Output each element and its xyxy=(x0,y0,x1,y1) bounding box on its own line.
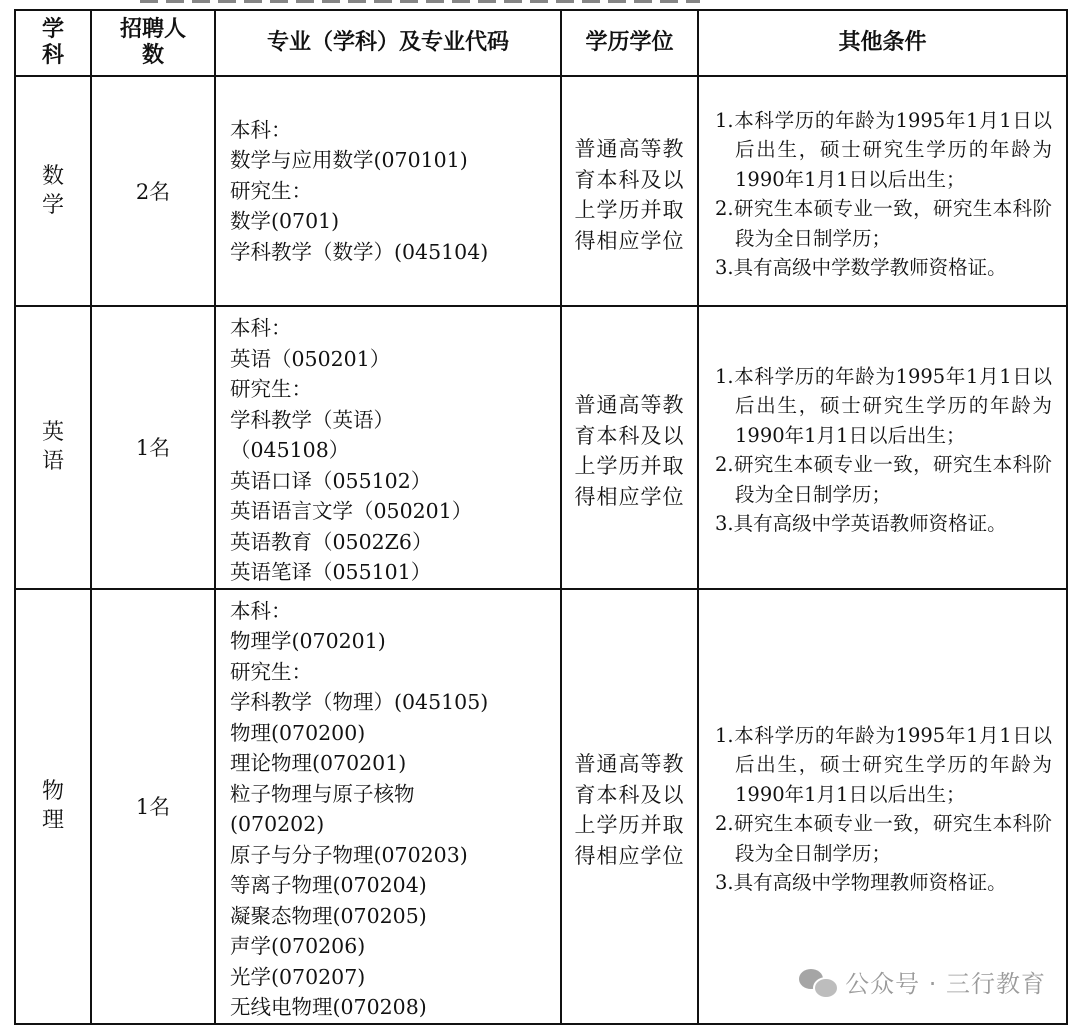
major-line: 学科教学（数学）(045104) xyxy=(230,239,489,264)
condition-item: 1.本科学历的年龄为1995年1月1日以后出生，硕士研究生学历的年龄为1990年1月1日以后出生； xyxy=(715,108,1052,191)
major-line: 研究生： xyxy=(230,377,312,401)
major-line: 声学(070206) xyxy=(230,934,366,958)
major-line: 数学与应用数学(070101) xyxy=(230,148,468,173)
major-line: 英语教育（0502Z6） xyxy=(230,529,433,554)
header-subject: 学科 xyxy=(15,10,91,76)
condition-item: 3.具有高级中学物理教师资格证。 xyxy=(715,871,1007,894)
major-line: 英语笔译（055101） xyxy=(230,560,432,584)
recruitment-table xyxy=(14,9,1068,1025)
major-line: 光学(070207) xyxy=(230,964,366,989)
condition-item: 2.研究生本硕专业一致，研究生本科阶段为全日制学历； xyxy=(715,812,1052,865)
table-row xyxy=(15,306,1067,589)
condition-item: 3.具有高级中学英语教师资格证。 xyxy=(715,512,1007,536)
major-line: 原子与分子物理(070203) xyxy=(230,842,468,867)
degree-cell: 普通高等教育本科及以上学历并取得相应学位 xyxy=(561,76,698,306)
major-line: 英语口译（055102） xyxy=(230,468,432,493)
major-line: 本科： xyxy=(230,316,292,340)
table-header-row xyxy=(15,10,1067,76)
header-major: 专业（学科）及专业代码 xyxy=(215,10,561,76)
count-cell: 2名 xyxy=(91,76,215,306)
conditions-cell xyxy=(698,306,1067,589)
subject-cell: 数学 xyxy=(15,76,91,306)
major-line: 物理(070200) xyxy=(230,720,366,745)
major-line: 英语（050201） xyxy=(230,346,391,371)
major-line: (070202) xyxy=(230,812,325,836)
major-line: 凝聚态物理(070205) xyxy=(230,903,427,928)
major-cell xyxy=(215,589,561,1024)
major-line: 学科教学（物理）(045105) xyxy=(230,690,489,714)
major-line: 等离子物理(070204) xyxy=(230,873,427,897)
condition-item: 1.本科学历的年龄为1995年1月1日以后出生，硕士研究生学历的年龄为1990年1月1日以后出生； xyxy=(715,364,1052,447)
degree-cell: 普通高等教育本科及以上学历并取得相应学位 xyxy=(561,306,698,589)
cropped-text-strip xyxy=(140,0,700,3)
watermark xyxy=(799,964,1046,999)
major-line: 无线电物理(070208) xyxy=(230,995,427,1019)
major-line: 英语语言文学（050201） xyxy=(230,499,473,523)
major-line: 数学(0701) xyxy=(230,209,340,234)
table-row xyxy=(15,589,1067,1024)
degree-cell: 普通高等教育本科及以上学历并取得相应学位 xyxy=(561,589,698,1024)
header-conditions: 其他条件 xyxy=(698,10,1067,76)
major-line: 理论物理(070201) xyxy=(230,751,407,775)
major-line: 研究生： xyxy=(230,659,312,684)
header-count: 招聘人数 xyxy=(91,10,215,76)
major-cell xyxy=(215,306,561,589)
major-line: 粒子物理与原子核物 xyxy=(230,781,415,806)
major-line: 研究生： xyxy=(230,178,312,203)
major-line: 本科： xyxy=(230,117,292,142)
major-line: 学科教学（英语） xyxy=(230,407,394,432)
conditions-cell xyxy=(698,589,1067,1024)
count-cell: 1名 xyxy=(91,306,215,589)
condition-item: 1.本科学历的年龄为1995年1月1日以后出生，硕士研究生学历的年龄为1990年1月1日以后出生； xyxy=(715,723,1052,806)
wechat-icon xyxy=(799,967,837,997)
count-cell: 1名 xyxy=(91,589,215,1024)
conditions-cell xyxy=(698,76,1067,306)
condition-item: 2.研究生本硕专业一致，研究生本科阶段为全日制学历； xyxy=(715,453,1052,506)
major-line: 物理学(070201) xyxy=(230,629,386,653)
major-cell xyxy=(215,76,561,306)
header-degree: 学历学位 xyxy=(561,10,698,76)
subject-cell: 英语 xyxy=(15,306,91,589)
subject-cell: 物理 xyxy=(15,589,91,1024)
condition-item: 3.具有高级中学数学教师资格证。 xyxy=(715,256,1007,279)
major-line: 本科： xyxy=(230,598,292,623)
major-line: （045108） xyxy=(230,438,350,462)
table-row xyxy=(15,76,1067,306)
watermark-text: 公众号 · 三行教育 xyxy=(845,970,1046,998)
condition-item: 2.研究生本硕专业一致，研究生本科阶段为全日制学历； xyxy=(715,197,1052,250)
